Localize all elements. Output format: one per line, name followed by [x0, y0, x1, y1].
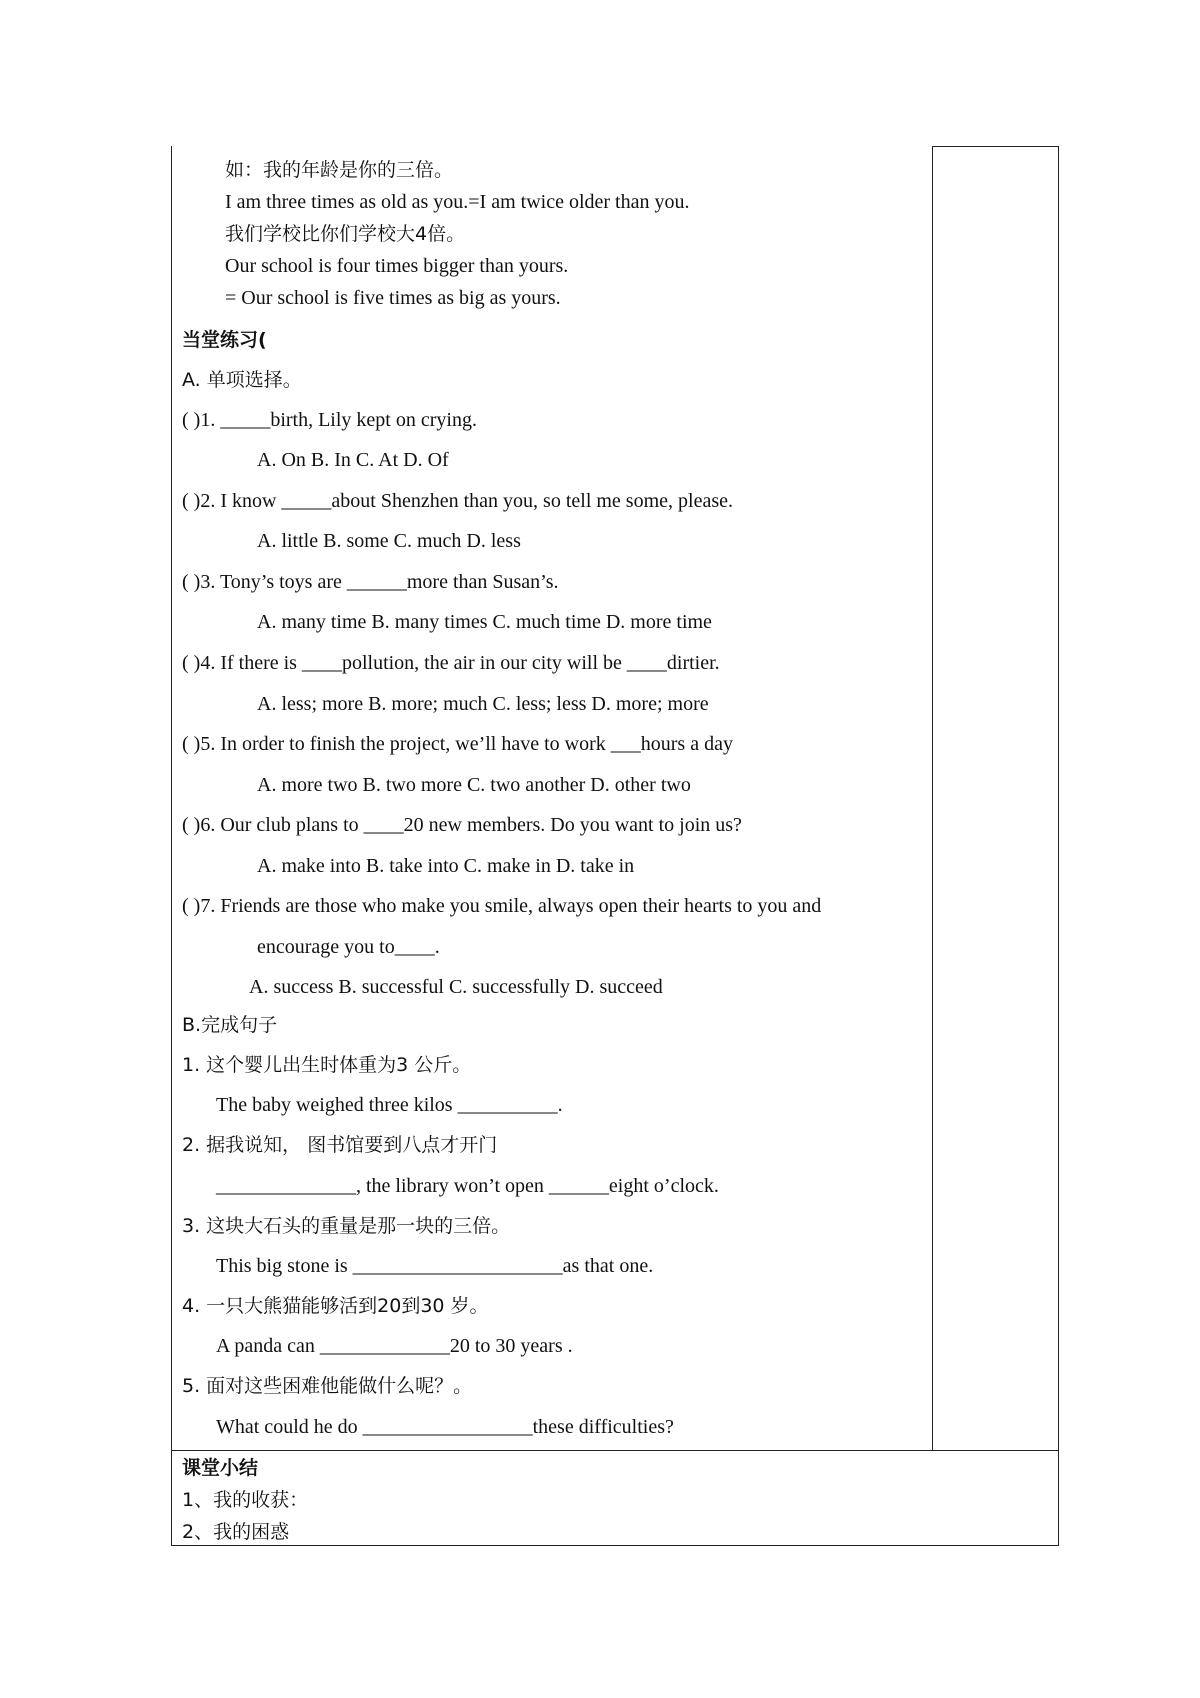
question-1-options: A. On B. In C. At D. Of: [257, 449, 449, 471]
table-summary-divider: [171, 1450, 1059, 1451]
intro-example-en-3: = Our school is five times as big as yours.: [225, 287, 561, 309]
question-6-options: A. make into B. take into C. make in D. take in: [257, 855, 635, 877]
intro-example-cn-2: 我们学校比你们学校大4倍。: [225, 223, 466, 245]
question-7-stem-continued: encourage you to____.: [257, 936, 440, 958]
practice-heading: 当堂练习(: [182, 329, 267, 351]
question-1-stem: ( )1. _____birth, Lily kept on crying.: [182, 409, 477, 431]
question-7-stem: ( )7. Friends are those who make you smile, always open their hearts to you and: [182, 895, 822, 917]
sentence-2-cn: 2. 据我说知， 图书馆要到八点才开门: [182, 1134, 498, 1156]
question-5-stem: ( )5. In order to finish the project, we’ll have to work ___hours a day: [182, 733, 733, 755]
summary-item-gains: 1、我的收获：: [182, 1489, 309, 1511]
sentence-1-cn: 1. 这个婴儿出生时体重为3 公斤。: [182, 1054, 472, 1076]
question-2-stem: ( )2. I know _____about Shenzhen than you, so tell me some, please.: [182, 490, 733, 512]
question-5-options: A. more two B. two more C. two another D. other two: [257, 774, 691, 796]
question-7-options: A. success B. successful C. successfully D. succeed: [249, 976, 663, 998]
section-a-heading: A. 单项选择。: [182, 369, 302, 391]
table-notes-top: [932, 146, 1059, 147]
sentence-2-en: ______________, the library won’t open ______eight o’clock.: [216, 1175, 719, 1197]
worksheet-table: [171, 146, 1059, 1546]
question-6-stem: ( )6. Our club plans to ____20 new members. Do you want to join us?: [182, 814, 742, 836]
question-4-options: A. less; more B. more; much C. less; less D. more; more: [257, 693, 709, 715]
sentence-3-en: This big stone is _____________________as that one.: [216, 1255, 654, 1277]
sentence-5-en: What could he do _________________these difficulties?: [216, 1416, 674, 1438]
sentence-4-cn: 4. 一只大熊猫能够活到20到30 岁。: [182, 1295, 489, 1317]
table-bottom-border: [171, 1545, 1059, 1546]
question-3-options: A. many time B. many times C. much time D. more time: [257, 611, 712, 633]
sentence-4-en: A panda can _____________20 to 30 years .: [216, 1335, 573, 1357]
summary-item-confusion: 2、我的困惑: [182, 1521, 290, 1543]
question-3-stem: ( )3. Tony’s toys are ______more than Susan’s.: [182, 571, 559, 593]
intro-example-cn-1: 如：我的年龄是你的三倍。: [225, 159, 454, 181]
question-4-stem: ( )4. If there is ____pollution, the air in our city will be ____dirtier.: [182, 652, 720, 674]
table-notes-divider: [932, 146, 933, 1450]
sentence-5-cn: 5. 面对这些困难他能做什么呢？。: [182, 1375, 473, 1397]
section-b-heading: B.完成句子: [182, 1014, 278, 1036]
table-left-border: [171, 146, 172, 1546]
summary-heading: 课堂小结: [182, 1457, 259, 1479]
sentence-3-cn: 3. 这块大石头的重量是那一块的三倍。: [182, 1215, 511, 1237]
intro-example-en-2: Our school is four times bigger than yours.: [225, 255, 569, 277]
question-2-options: A. little B. some C. much D. less: [257, 530, 521, 552]
table-right-border: [1058, 146, 1059, 1546]
sentence-1-en: The baby weighed three kilos __________.: [216, 1094, 563, 1116]
intro-example-en-1: I am three times as old as you.=I am twice older than you.: [225, 191, 690, 213]
